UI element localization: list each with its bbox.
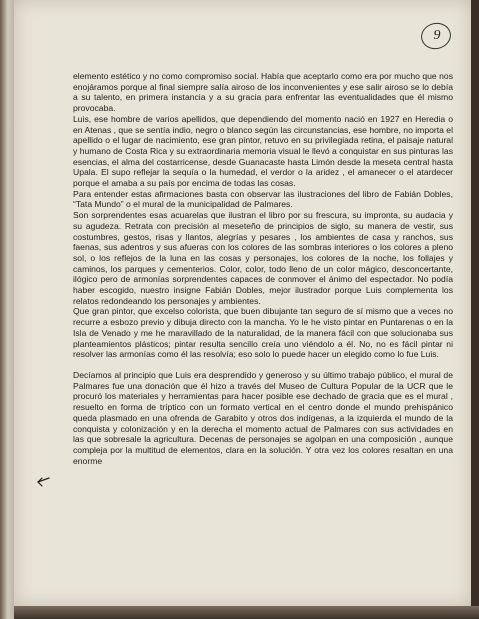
paragraph: Decíamos al principio que Luis era desprendido y generoso y su último trabajo público, el mural de Palmares fue una donación que él hizo a través del Museo de Cultura Popular de la UCR que le procuró los materiales y herramientas para hacer posible ese dechado de gracia que es el mural , resuelto en forma de tríptico con un formato vertical en el centro donde el mundo prehispánico queda plasmado en una ofrenda de Garabito y otros dos indígenas, a la izquierda el mundo de la conquista y colonización y en la derecha el momento actual de Palmares con sus actividades en las que sobresale la agricultura. Decenas de personajes se agolpan en una composición , aunque compleja por la multitud de elementos, clara en la solución. Y otra vez los colores resaltan en una enorme: [73, 369, 453, 466]
paragraph: Son sorprendentes esas acuarelas que ilustran el libro por su frescura, su impronta, su audacia y su agudeza. Retrata con precisión al meseteño de principios de siglo, su manera de vestir, sus costumbres, gestos, risas y llantos, alegrías y pesares , los ambientes de casa y ranchos, sus faenas, sus adentros y sus afueras con los colores de las sombras interiores o los colores a pleno sol, o los reflejos de la luna en las cosas y personajes, los colores de la noche, los follajes y caminos, los parques y cementerios. Color, color, todo lleno de un color mágico, desconcertante, ilógico pero de armonías sorprendentes capaces de conmover el ánimo del espectador. No podía haber escogido, nuestro insigne Fabián Dobles, mejor ilustrador porque Luis complementa los relatos redondeando los personajes y ambientes.: [73, 210, 453, 306]
body-text: [73, 71, 453, 466]
paragraph: Para entender estas afirmaciones basta con observar las ilustraciones del libro de Fabián Dobles, “Tata Mundo” o el mural de la municipalidad de Palmares.: [73, 188, 453, 210]
adjacent-page-edge: [0, 0, 14, 619]
paragraph: Que gran pintor, que excelso colorista, que buen dibujante tan seguro de sí mismo que a veces no recurre a esbozo previo y dibuja directo con la mancha. Yo le he visto pintar en Puntarenas o en la Isla de Venado y me he maravillado de la naturalidad, de la manera fácil con que solucionaba sus planteamientos plásticos; pintar resulta sencillo creía uno viéndolo a él. No, no es fácil pintar ni resolver las armonías como él las resolvía; eso solo lo puede hacer un elegido como lo fue Luis.: [73, 306, 453, 360]
paragraph: elemento estético y no como compromiso social. Había que aceptarlo como era por mucho que nos enojáramos porque al final siempre salía airoso de los inconvenientes y ese salir airoso se lo debía a su talento, en primera instancia y a su gracia para enfrentar las eventualidades que él mismo provocaba.: [73, 71, 453, 114]
page-bottom-edge: [14, 606, 479, 619]
page-right-edge: [471, 0, 479, 619]
paragraph: Luis, ese hombre de varios apellidos, que dependiendo del momento nació en 1927 en Heredia o en Atenas , que se sentía indio, negro o blanco según las circunstancias, ese hombre, no importa el apellido o el lugar de nacimiento, ese gran pintor, retuvo en su privilegiada retina, el paisaje natural y humano de Costa Rica y su extraordinaria memoria visual le llevó a conquistar en sus pinturas las esencias, el alma del costarricense, desde Guanacaste hasta Limón desde la meseta central hasta Upala. El supo reflejar la sequía o la humedad, el verdor o la aridez , el amanecer o el atardecer porque el amaba a su país por encima de todas las cosas.: [73, 113, 453, 189]
page-number: 9: [424, 26, 450, 46]
handwritten-arrow-icon: [36, 475, 50, 487]
